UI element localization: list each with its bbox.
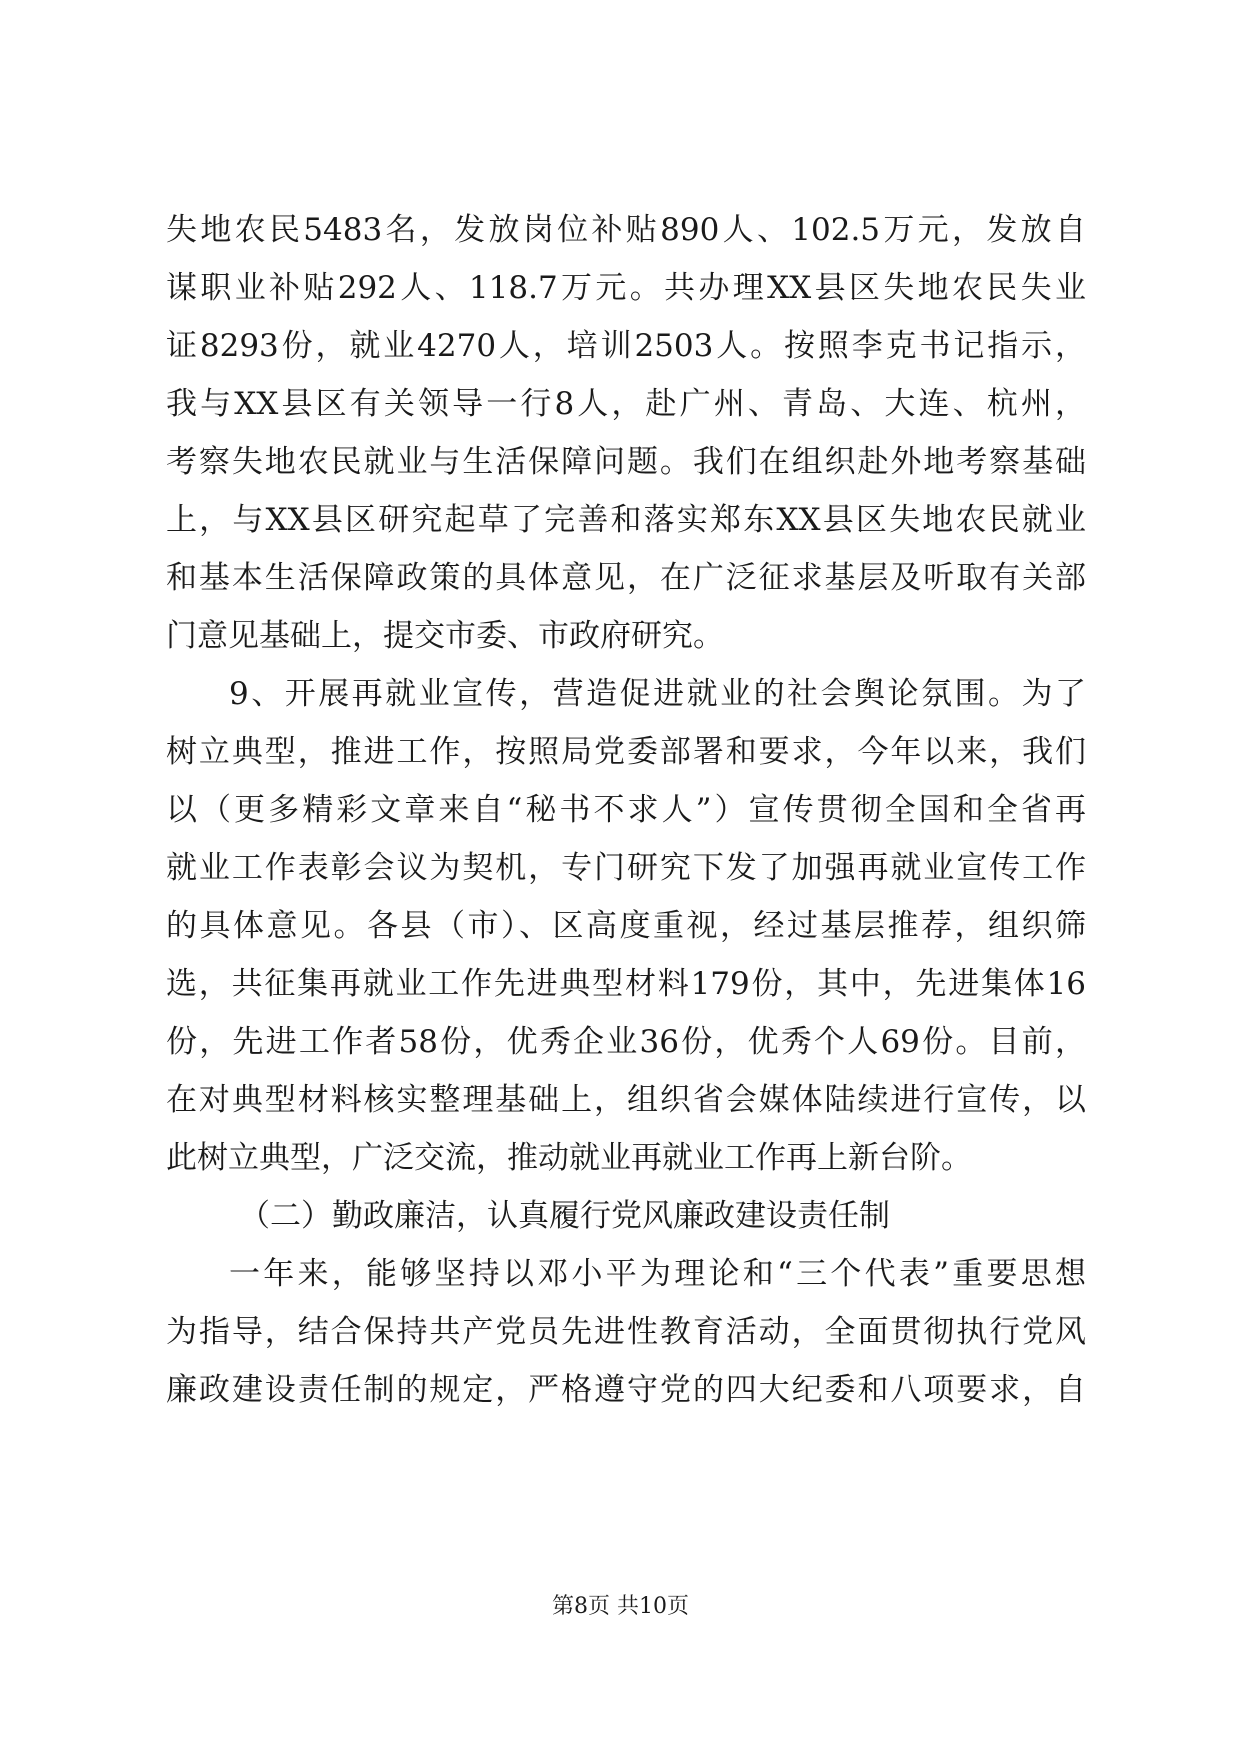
section-heading: （二）勤政廉洁，认真履行党风廉政建设责任制 <box>239 1198 890 1234</box>
text-line: 门意见基础上，提交市委、市政府研究。 <box>166 618 724 654</box>
text-line: 和基本生活保障政策的具体意见，在广泛征求基层及听取有关部 <box>166 560 1086 596</box>
paragraph-first-line: 9、开展再就业宣传，营造促进就业的社会舆论氛围。为了 <box>229 676 1086 712</box>
text-line: 我与XX县区有关领导一行8人，赴广州、青岛、大连、杭州， <box>166 386 1086 422</box>
text-line: 的具体意见。各县（市）、区高度重视，经过基层推荐，组织筛 <box>166 908 1086 944</box>
text-line: 份，先进工作者58份，优秀企业36份，优秀个人69份。目前， <box>166 1024 1086 1060</box>
text-line: 就业工作表彰会议为契机，专门研究下发了加强再就业宣传工作 <box>166 850 1086 886</box>
text-line: 为指导，结合保持共产党员先进性教育活动，全面贯彻执行党风 <box>166 1314 1086 1350</box>
text-line: 上，与XX县区研究起草了完善和落实郑东XX县区失地农民就业 <box>166 502 1086 538</box>
text-line: 考察失地农民就业与生活保障问题。我们在组织赴外地考察基础 <box>166 444 1086 480</box>
text-line: 谋职业补贴292人、118.7万元。共办理XX县区失地农民失业 <box>166 270 1086 306</box>
text-line: 以（更多精彩文章来自“秘书不求人”）宣传贯彻全国和全省再 <box>166 792 1086 828</box>
text-line: 此树立典型，广泛交流，推动就业再就业工作再上新台阶。 <box>166 1140 972 1176</box>
paragraph-first-line: 一年来，能够坚持以邓小平为理论和“三个代表”重要思想 <box>229 1256 1086 1292</box>
text-line: 证8293份，就业4270人，培训2503人。按照李克书记指示， <box>166 328 1086 364</box>
text-line: 在对典型材料核实整理基础上，组织省会媒体陆续进行宣传，以 <box>166 1082 1086 1118</box>
text-line: 树立典型，推进工作，按照局党委部署和要求，今年以来，我们 <box>166 734 1086 770</box>
text-line: 失地农民5483名，发放岗位补贴890人、102.5万元，发放自 <box>166 212 1086 248</box>
text-line: 廉政建设责任制的规定，严格遵守党的四大纪委和八项要求，自 <box>166 1372 1086 1408</box>
page-footer: 第8页 共10页 <box>552 1594 689 1619</box>
text-line: 选，共征集再就业工作先进典型材料179份，其中，先进集体16 <box>166 966 1086 1002</box>
